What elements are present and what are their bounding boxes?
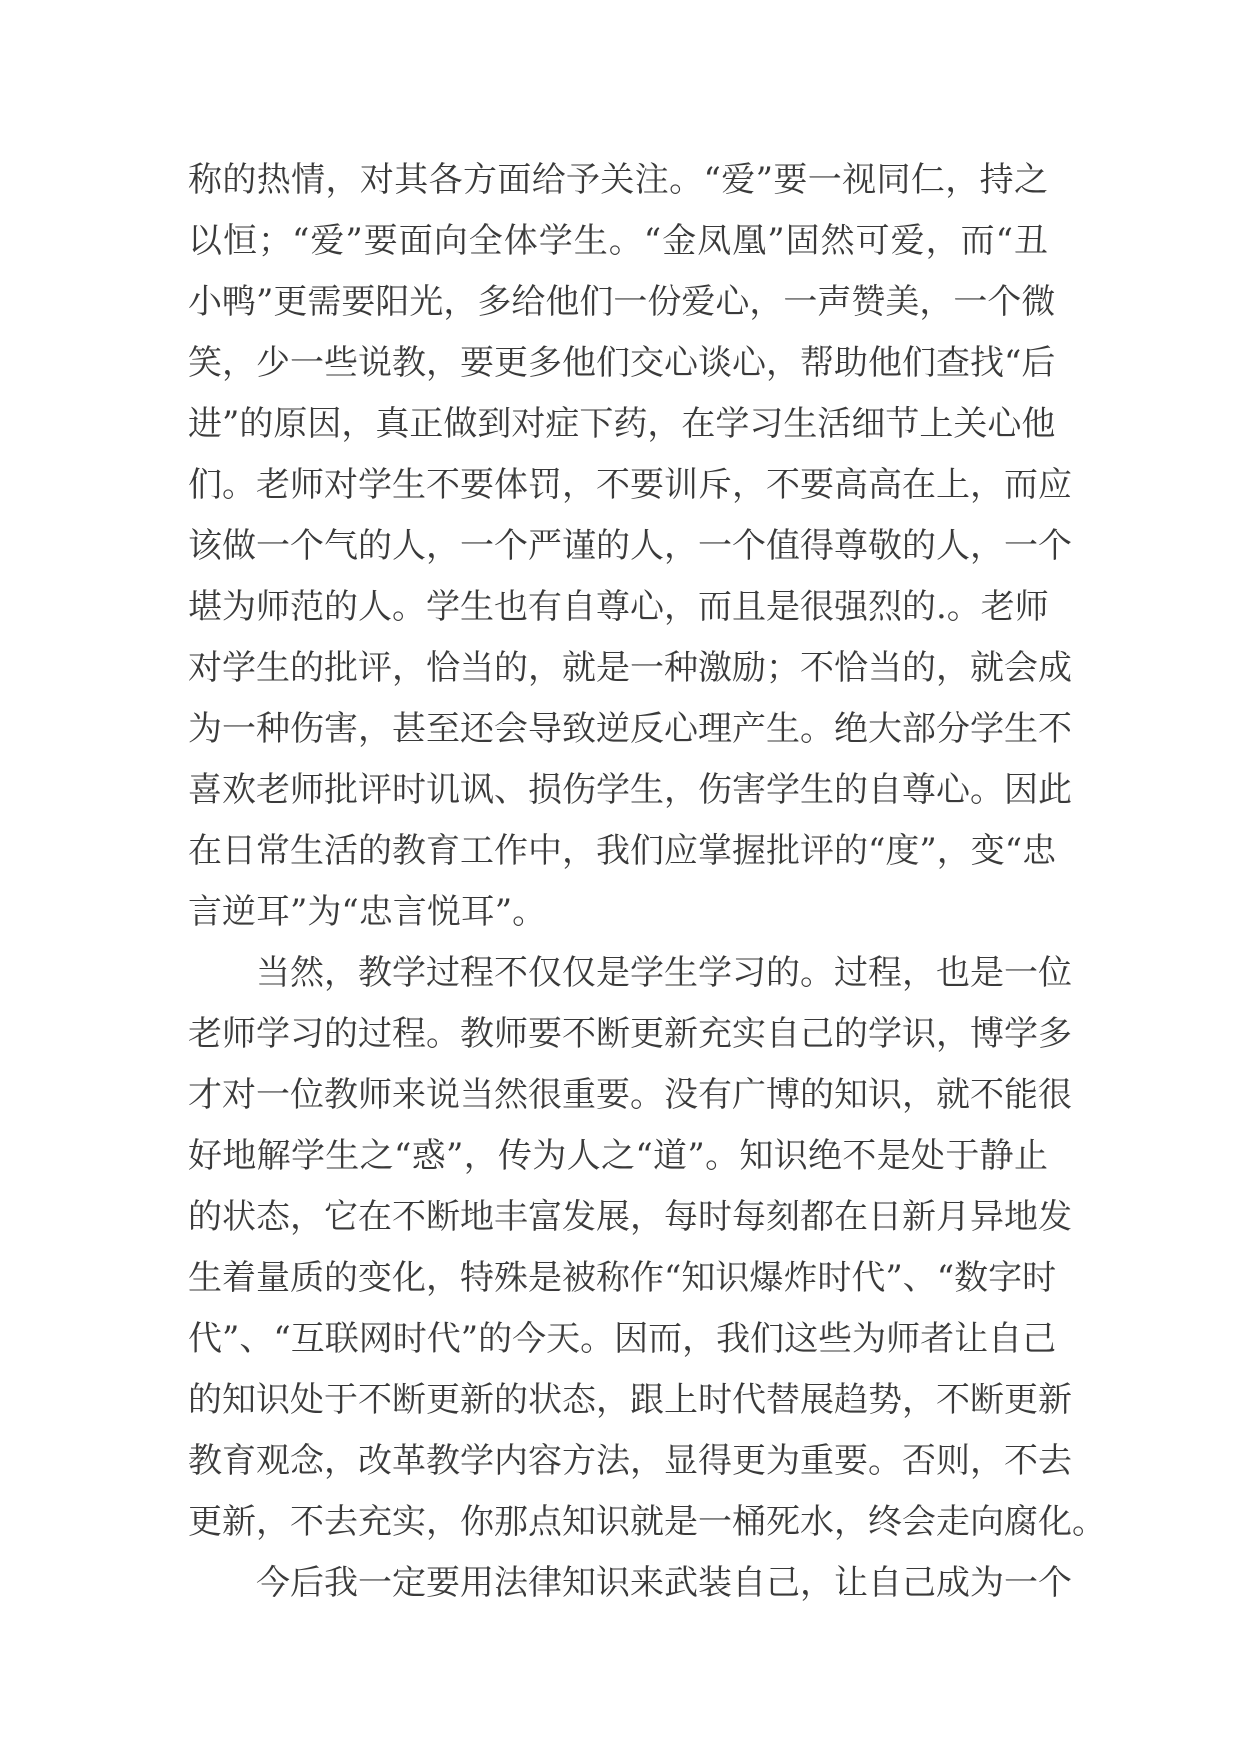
text-line: 老师学习的过程。教师要不断更新充实自己的学识，博学多 [188,1014,1072,1054]
text-line: 生着量质的变化，特殊是被称作“知识爆炸时代”、“数字时 [188,1258,1057,1298]
text-line: 为一种伤害，甚至还会导致逆反心理产生。绝大部分学生不 [188,709,1072,749]
text-line: 教育观念，改革教学内容方法，显得更为重要。否则，不去 [188,1441,1072,1481]
text-line: 才对一位教师来说当然很重要。没有广博的知识，就不能很 [188,1075,1072,1115]
text-line: 在日常生活的教育工作中，我们应掌握批评的“度”，变“忠 [188,831,1057,871]
text-line: 代”、“互联网时代”的今天。因而，我们这些为师者让自己 [188,1319,1057,1359]
text-line: 该做一个气的人，一个严谨的人，一个值得尊敬的人，一个 [188,526,1072,566]
body-text [188,150,1106,1614]
text-line: 的状态，它在不断地丰富发展，每时每刻都在日新月异地发 [188,1197,1072,1237]
text-line: 更新，不去充实，你那点知识就是一桶死水，终会走向腐化。 [188,1502,1106,1542]
text-line: 喜欢老师批评时讥讽、损伤学生，伤害学生的自尊心。因此 [188,770,1072,810]
text-line: 今后我一定要用法律知识来武装自己，让自己成为一个 [256,1563,1072,1603]
text-line: 言逆耳”为“忠言悦耳”。 [188,892,547,932]
text-line: 笑，少一些说教，要更多他们交心谈心，帮助他们查找“后 [188,343,1056,383]
text-line: 进”的原因，真正做到对症下药，在学习生活细节上关心他 [188,404,1056,444]
text-line: 当然，教学过程不仅仅是学生学习的。过程，也是一位 [256,953,1072,993]
text-line: 小鸭”更需要阳光，多给他们一份爱心，一声赞美，一个微 [188,282,1056,322]
text-line: 以恒；“爱”要面向全体学生。“金凤凰”固然可爱，而“丑 [188,221,1048,261]
text-line: 称的热情，对其各方面给予关注。“爱”要一视同仁，持之 [188,160,1048,200]
text-line: 堪为师范的人。学生也有自尊心，而且是很强烈的.。老师 [188,587,1049,627]
text-line: 对学生的批评，恰当的，就是一种激励；不恰当的，就会成 [188,648,1072,688]
text-line: 们。老师对学生不要体罚，不要训斥，不要高高在上，而应 [188,465,1072,505]
text-line: 的知识处于不断更新的状态，跟上时代替展趋势，不断更新 [188,1380,1072,1420]
text-line: 好地解学生之“惑”，传为人之“道”。知识绝不是处于静止 [188,1136,1048,1176]
